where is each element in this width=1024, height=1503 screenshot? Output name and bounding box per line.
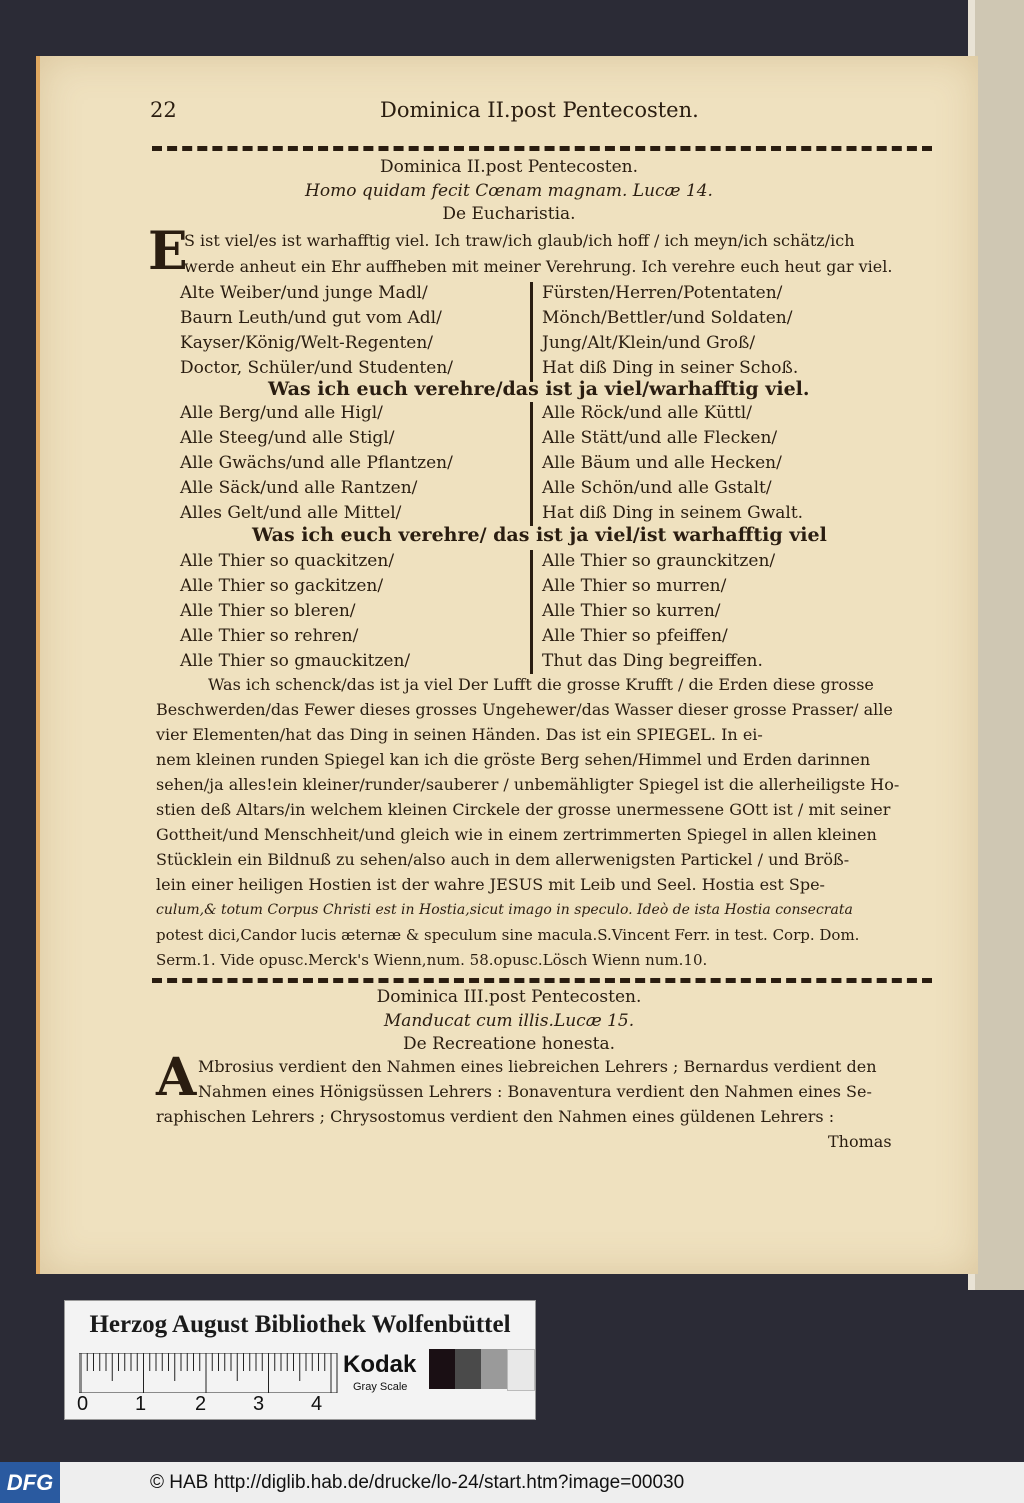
ruler-number: 4 — [311, 1393, 323, 1415]
verse-line: Alle Röck/und alle Küttl/ — [542, 403, 752, 423]
verse-line: Alle Thier so rehren/ — [180, 626, 359, 646]
verse-line: Alle Steeg/und alle Stigl/ — [180, 428, 395, 448]
section-rule — [152, 978, 932, 983]
verse-line: Mönch/Bettler/und Soldaten/ — [542, 308, 793, 328]
gray-swatch-light — [507, 1349, 535, 1391]
prose-line: vier Elementen/hat das Ding in seinen Händen. Das ist ein SPIEGEL. In ei- — [156, 725, 763, 744]
verse-line: Alle Stätt/und alle Flecken/ — [542, 428, 778, 448]
header-rule — [152, 146, 932, 151]
dfg-logo: DFG — [0, 1462, 60, 1503]
verse-line: Hat diß Ding in seiner Schoß. — [542, 358, 799, 378]
verse-line: Alle Gwächs/und alle Pflantzen/ — [180, 453, 453, 473]
ruler-number: 0 — [77, 1393, 89, 1415]
running-title: Dominica II.post Pentecosten. — [380, 98, 699, 122]
verse-line: Alle Berg/und alle Higl/ — [180, 403, 383, 423]
verse-line: Fürsten/Herren/Potentaten/ — [542, 283, 783, 303]
section-topic: De Eucharistia. — [442, 204, 576, 224]
column-divider — [530, 402, 533, 526]
prose-line: Stücklein ein Bildnuß zu sehen/also auch in dem allerwenigsten Partickel / und Bröß- — [156, 850, 850, 869]
prose-line: nem kleinen runden Spiegel kan ich die gröste Berg sehen/Himmel und Erden darinnen — [156, 750, 871, 769]
verse-line: Alte Weiber/und junge Madl/ — [180, 283, 428, 303]
verse-line: Alle Bäum und alle Hecken/ — [542, 453, 782, 473]
book-page — [36, 56, 978, 1274]
verse-line: Alle Thier so pfeiffen/ — [542, 626, 728, 646]
section-title: Dominica III.post Pentecosten. — [376, 987, 642, 1007]
verse-line: Alles Gelt/und alle Mittel/ — [180, 503, 402, 523]
verse-line: Alle Thier so gackitzen/ — [180, 576, 384, 596]
drop-cap: E — [148, 221, 188, 282]
gray-scale-label: Gray Scale — [353, 1381, 408, 1393]
refrain: Was ich euch verehre/das ist ja viel/warhafftig viel. — [268, 378, 810, 400]
body-line: Mbrosius verdient den Nahmen eines liebreichen Lehrers ; Bernardus verdient den — [198, 1057, 877, 1076]
verse-line: Hat diß Ding in seinem Gwalt. — [542, 503, 804, 523]
section-verse: Homo quidam fecit Cœnam magnam. Lucæ 14. — [305, 181, 713, 201]
verse-line: Baurn Leuth/und gut vom Adl/ — [180, 308, 442, 328]
gray-swatch-black — [429, 1349, 455, 1389]
column-divider — [530, 282, 533, 382]
prose-line: culum,& totum Corpus Christi est in Hostia,sicut imago in speculo. Ideò de ista Hostia consecrata — [156, 902, 853, 918]
intro-line: werde anheut ein Ehr auffheben mit meiner Verehrung. Ich verehre euch heut gar viel. — [184, 257, 893, 276]
verse-line: Jung/Alt/Klein/und Groß/ — [542, 333, 756, 353]
library-name: Herzog August Bibliothek Wolfenbüttel — [89, 1311, 511, 1338]
section-verse: Manducat cum illis.Lucæ 15. — [383, 1011, 635, 1031]
gray-swatch-dark — [455, 1349, 481, 1389]
page-header — [150, 98, 950, 132]
verse-line: Alle Thier so quackitzen/ — [180, 551, 395, 571]
page-number: 22 — [150, 98, 177, 122]
copyright-url: © HAB http://diglib.hab.de/drucke/lo-24/start.htm?image=00030 — [150, 1472, 685, 1493]
verse-line: Doctor, Schüler/und Studenten/ — [180, 358, 454, 378]
prose-line: Was ich schenck/das ist ja viel Der Lufft die grosse Krufft / die Erden diese grosse — [208, 675, 874, 694]
body-line: raphischen Lehrers ; Chrysostomus verdient den Nahmen eines güldenen Lehrers : — [156, 1107, 835, 1126]
gray-swatch-mid — [481, 1349, 507, 1389]
underlying-sheet — [975, 0, 1024, 1290]
catchword: Thomas — [828, 1132, 892, 1151]
prose-line: Gottheit/und Menschheit/und gleich wie in einem zertrimmerten Spiegel in allen kleinen — [156, 825, 877, 844]
prose-line: sehen/ja alles!ein kleiner/runder/sauberer / unbemähligter Spiegel ist die allerheiligste Ho- — [156, 775, 900, 794]
verse-line: Alle Schön/und alle Gstalt/ — [542, 478, 772, 498]
prose-line: potest dici,Candor lucis æternæ & speculum sine macula.S.Vincent Ferr. in test. Corp. Dom. — [156, 926, 860, 944]
verse-line: Kayser/König/Welt-Regenten/ — [180, 333, 434, 353]
verse-line: Alle Thier so bleren/ — [180, 601, 356, 621]
column-divider — [530, 550, 533, 674]
drop-cap: A — [156, 1047, 197, 1108]
verse-line: Alle Thier so murren/ — [542, 576, 727, 596]
ruler-number: 3 — [253, 1393, 265, 1415]
verse-line: Alle Säck/und alle Rantzen/ — [180, 478, 418, 498]
prose-line: Beschwerden/das Fewer dieses grosses Ungehewer/das Wasser dieser grosse Prasser/ alle — [156, 700, 893, 719]
prose-line: lein einer heiligen Hostien ist der wahre JESUS mit Leib und Seel. Hostia est Spe- — [156, 875, 825, 894]
kodak-logo: Kodak — [343, 1351, 417, 1378]
section-title: Dominica II.post Pentecosten. — [379, 157, 639, 177]
verse-line: Alle Thier so graunckitzen/ — [542, 551, 776, 571]
intro-line: S ist viel/es ist warhafftig viel. Ich traw/ich glaub/ich hoff / ich meyn/ich schätz/ich — [184, 231, 855, 250]
refrain: Was ich euch verehre/ das ist ja viel/ist warhafftig viel — [252, 524, 827, 546]
prose-line: Serm.1. Vide opusc.Merck's Wienn,num. 58.opusc.Lösch Wienn num.10. — [156, 951, 708, 969]
section-topic: De Recreatione honesta. — [402, 1034, 615, 1054]
ruler-number: 2 — [195, 1393, 207, 1415]
prose-line: stien deß Altars/in welchem kleinen Circkele der grosse unermessene GOtt ist / mit seiner — [156, 800, 891, 819]
verse-line: Alle Thier so gmauckitzen/ — [180, 651, 411, 671]
verse-line: Alle Thier so kurren/ — [542, 601, 721, 621]
body-line: Nahmen eines Hönigsüssen Lehrers : Bonaventura verdient den Nahmen eines Se- — [198, 1082, 872, 1101]
library-label-card — [64, 1300, 536, 1420]
verse-line: Thut das Ding begreiffen. — [542, 651, 763, 671]
ruler-number: 1 — [135, 1393, 147, 1415]
